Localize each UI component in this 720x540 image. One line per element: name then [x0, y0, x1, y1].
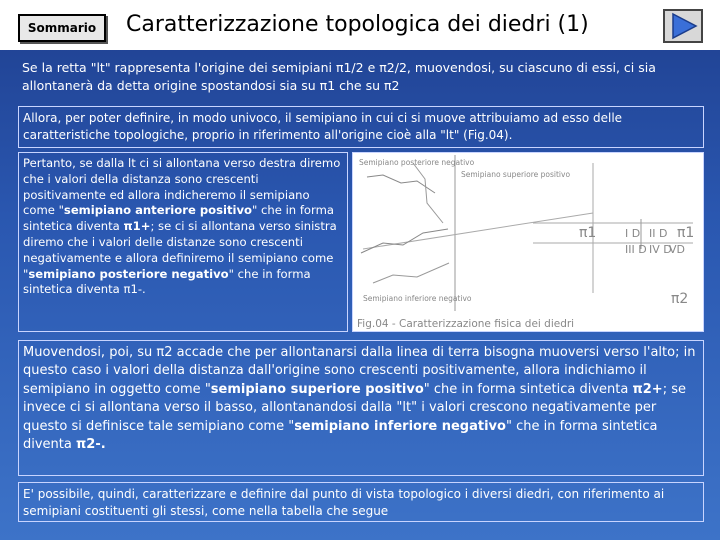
text-segment: accade che per allontanarsi dalla linea di terra bisogna muoversi verso l'alto; in questo caso i valori della distanza dall'origine sono crescenti positivamente, allora indichiamo il semipiano in oggetto come ": [23, 345, 696, 397]
play-arrow-icon: [665, 11, 701, 41]
paragraph-pi1: [18, 152, 348, 332]
symbol-pi2-half: π2/2: [379, 60, 407, 75]
text-segment: Muovendosi, poi, su: [23, 345, 157, 360]
label-pi1: π1: [579, 225, 597, 241]
text-segment: che su: [335, 78, 384, 93]
label-ivd: IV D: [649, 243, 672, 256]
text-segment: , muovendosi, su ciascuno di essi, ci sia allontanerà da detta origine spostandosi sia su: [22, 60, 656, 93]
figure-caption: Fig.04 - Caratterizzazione fisica dei diedri: [357, 318, 575, 330]
text-segment: " che in forma sintetica diventa: [423, 381, 633, 397]
symbol-pi2: π2: [384, 78, 400, 93]
symbol-pi1-minus: π1-.: [123, 282, 146, 297]
paragraph-pi2: [18, 340, 704, 476]
paragraph-origin: [18, 56, 704, 100]
text-segment: " che in forma sintetica diventa: [23, 418, 658, 453]
label-vd: VD: [669, 243, 685, 256]
header-bar: [0, 0, 720, 50]
label-pi2: π2: [671, 291, 689, 307]
symbol-pi1-half: π1/2: [335, 60, 364, 75]
text-segment: E' possibile, quindi, caratterizzare e definire dal punto di vista topologico i diversi diedri, con riferimento ai semipiani costituenti gli stessi, come nella tabella che segue: [23, 487, 665, 518]
keyword-inferiore-negativo: semipiano inferiore negativo: [294, 418, 506, 434]
symbol-pi1-plus: π1+: [123, 219, 151, 234]
sommario-button[interactable]: Sommario: [18, 14, 106, 42]
text-segment: ; se ci si allontana verso sinistra diremo che i valori delle distanze sono crescenti negativamente e allora definiremo il semipiano come ": [23, 219, 337, 281]
symbol-pi2-plus: π2+: [632, 381, 663, 397]
label-superiore-positivo: Semipiano superiore positivo: [461, 170, 571, 179]
text-segment: Pertanto, se dalla lt ci si allontana verso destra diremo che i valori della distanza sono crescenti positivamente ed allora indicheremo il semipiano come ": [23, 156, 341, 218]
next-slide-button[interactable]: [663, 9, 703, 43]
keyword-anteriore-positivo: semipiano anteriore positivo: [63, 203, 253, 218]
figure-diagram: [353, 153, 703, 331]
text-segment: " che in forma sintetica diventa: [23, 266, 311, 297]
paragraph-conclusion: [18, 482, 704, 522]
symbol-pi2-minus: π2-.: [76, 437, 106, 453]
label-posteriore-negativo: Semipiano posteriore negativo: [359, 158, 475, 167]
text-segment: " che in forma sintetica diventa: [23, 203, 334, 234]
keyword-posteriore-negativo: semipiano posteriore negativo: [28, 266, 229, 281]
text-segment: e: [363, 60, 380, 75]
keyword-superiore-positivo: semipiano superiore positivo: [210, 381, 424, 397]
page-title: Caratterizzazione topologica dei diedri (1): [126, 12, 589, 37]
paragraph-definition: [18, 106, 704, 148]
text-segment: Allora, per poter definire, in modo univoco, il semipiano in cui ci si muove attribuiamo ad esso delle caratteristiche topologiche, proprio in riferimento all'origine cioè alla "lt" (Fig.04).: [23, 111, 623, 142]
symbol-pi1: π1: [319, 78, 336, 93]
label-pi1-right: π1: [677, 225, 695, 241]
text-segment: Se la retta "lt" rappresenta l'origine dei semipiani: [22, 60, 336, 75]
label-id: I D: [625, 227, 641, 240]
label-iid: II D: [649, 227, 668, 240]
text-segment: ; se invece ci si allontana verso il basso, allontanandosi dalla "lt" i valori crescono negativamente per questo si definisce tale semipiano come ": [23, 381, 686, 434]
figure-diedri: [352, 152, 704, 332]
symbol-pi2: π2: [156, 345, 173, 360]
label-inferiore-negativo: Semipiano inferiore negativo: [363, 294, 472, 303]
label-iiid: III D: [625, 243, 647, 256]
